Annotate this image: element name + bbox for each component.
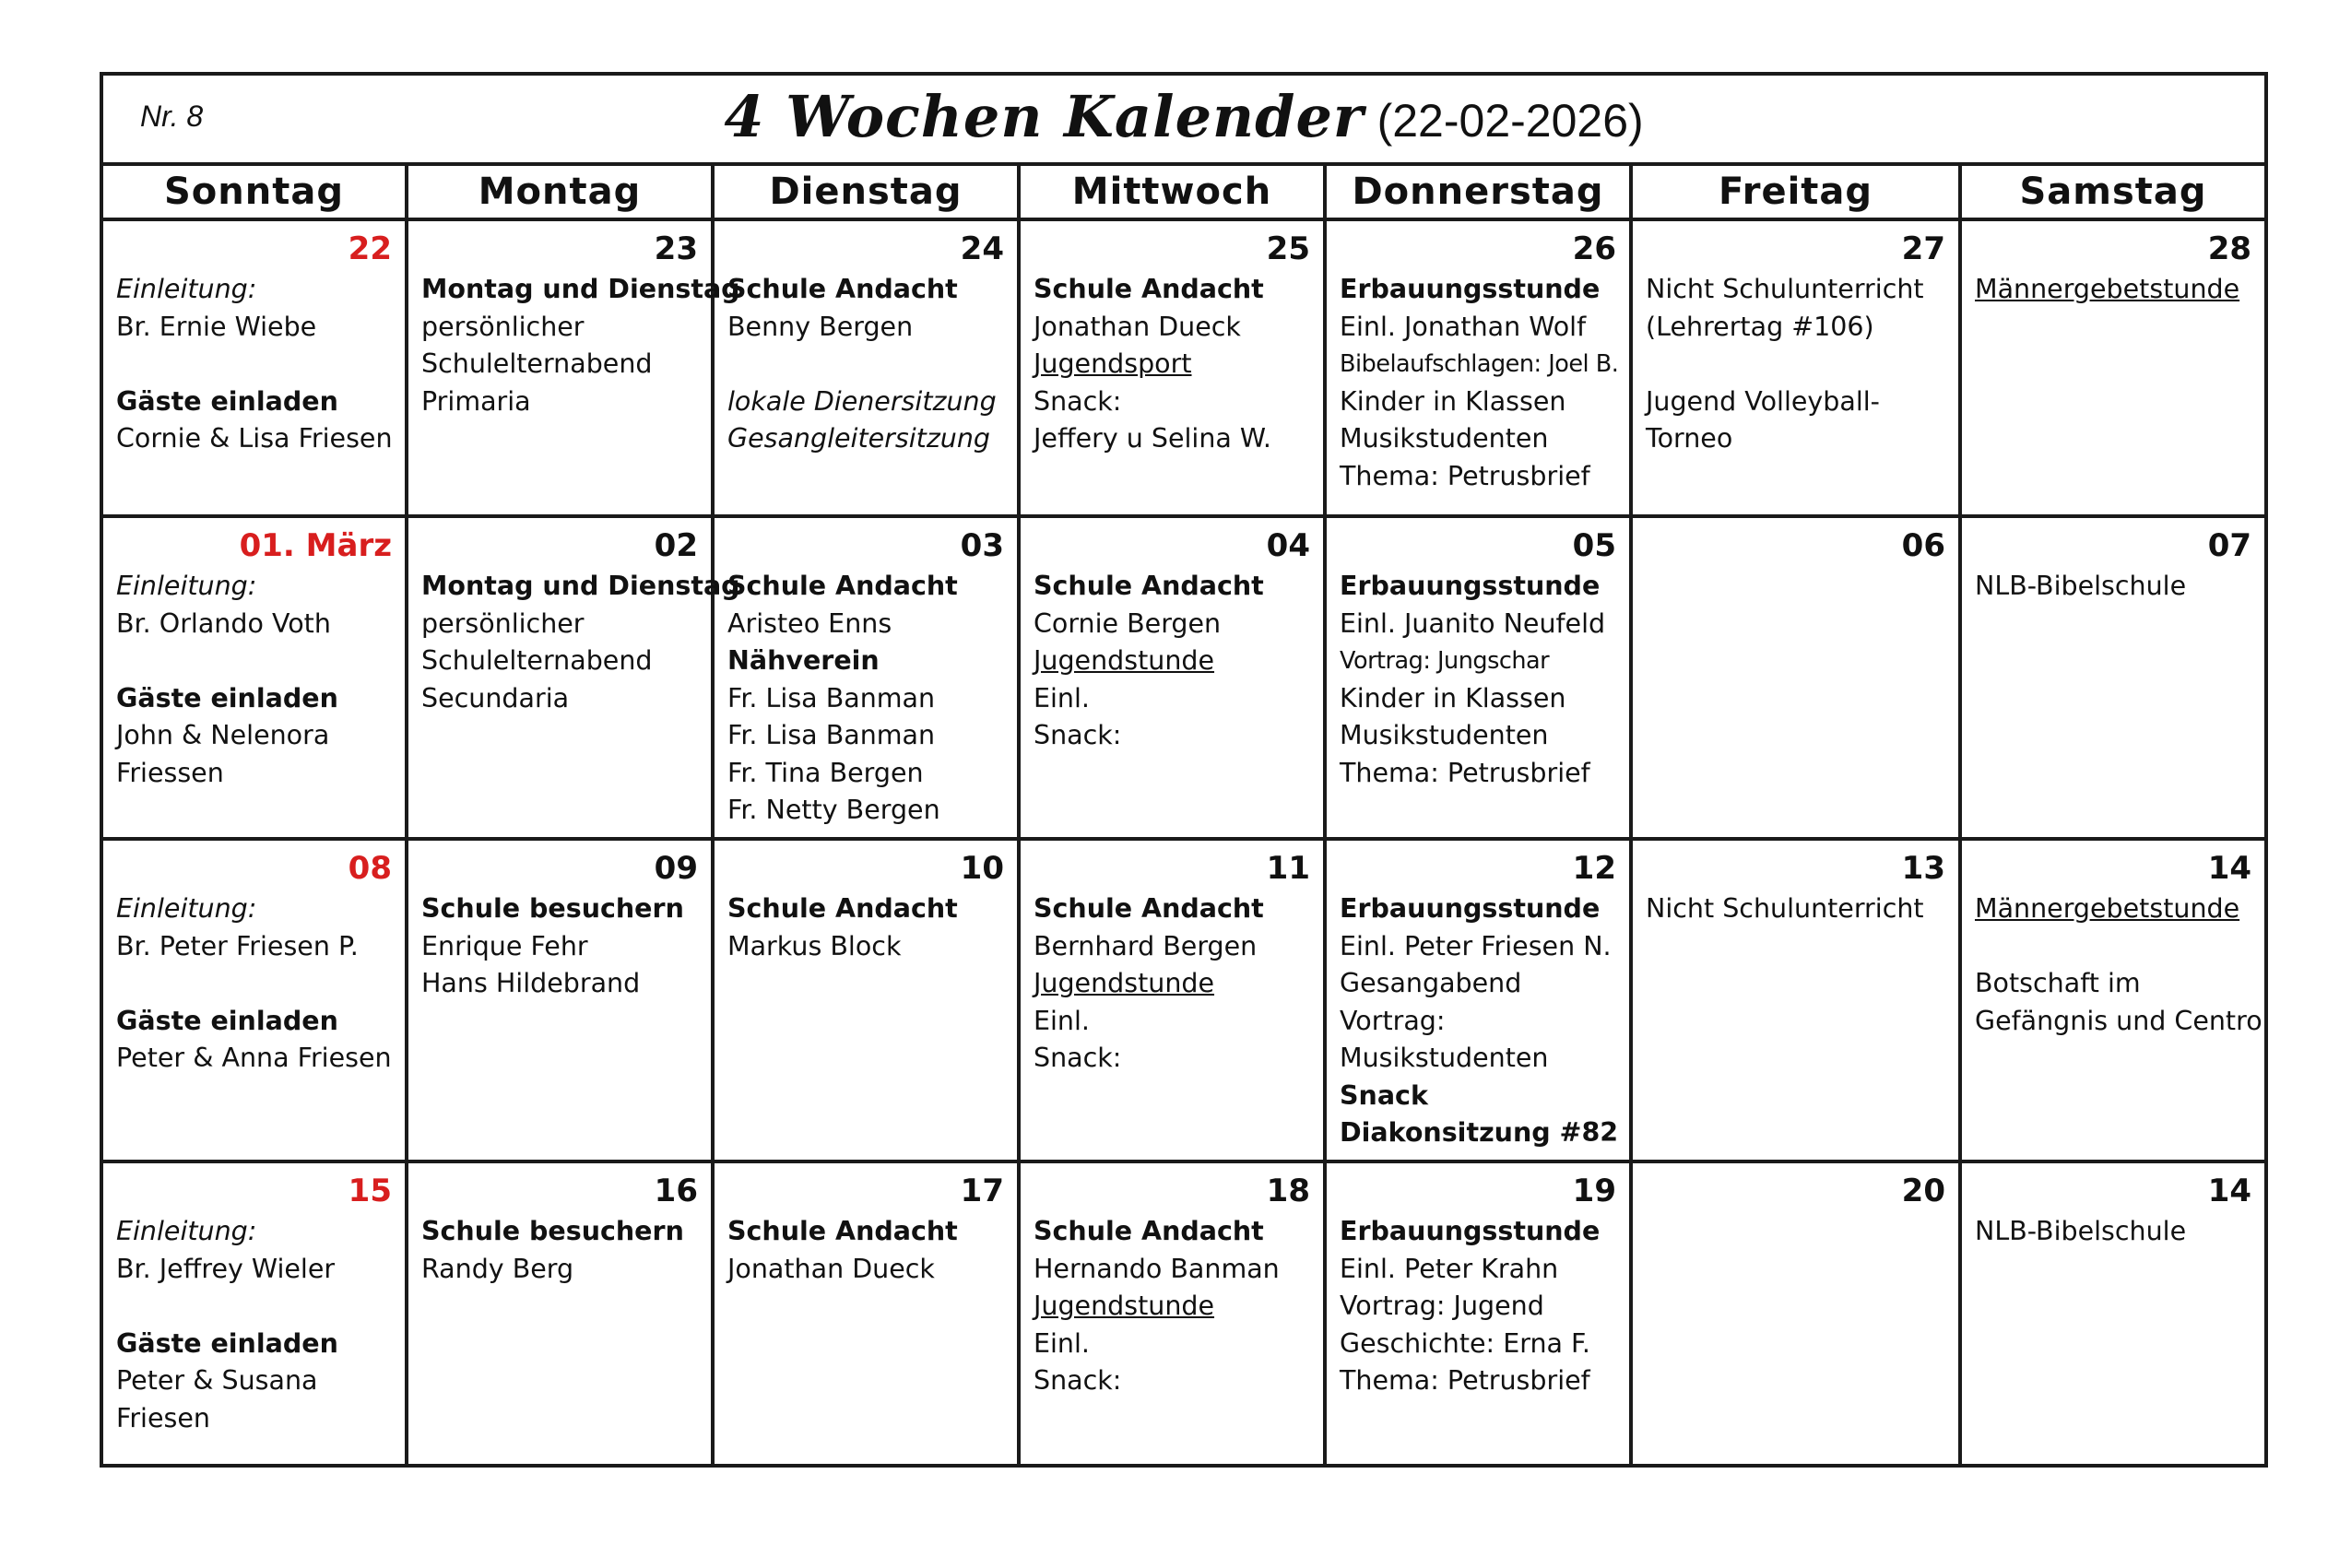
weekday-header-montag: Montag	[407, 164, 713, 219]
event-line	[116, 1288, 392, 1326]
day-number: 07	[2207, 527, 2252, 564]
title-text: 4 Wochen Kalender	[724, 83, 1365, 150]
event-line: NLB-Bibelschule	[1975, 571, 2187, 601]
week-row	[101, 219, 2266, 516]
event-line: Thema: Petrusbrief	[1340, 460, 1590, 491]
event-line: Einleitung:	[116, 893, 257, 924]
event-line: Gäste einladen	[116, 385, 338, 417]
day-number: 04	[1266, 527, 1310, 564]
event-line: Botschaft im	[1975, 968, 2141, 998]
day-cell	[101, 1161, 407, 1466]
event-line: persönlicher	[421, 607, 585, 639]
event-line: Einleitung:	[116, 1216, 257, 1246]
day-cell	[1960, 219, 2266, 516]
day-cell	[1325, 1161, 1631, 1466]
event-line: Enrique Fehr	[421, 930, 588, 961]
event-line: Thema: Petrusbrief	[1340, 1365, 1590, 1396]
day-number: 19	[1572, 1173, 1616, 1209]
event-line: Einl. Peter Krahn	[1340, 1253, 1559, 1284]
event-line: Gesangleitersitzung	[727, 423, 990, 454]
event-line: Männergebetstunde	[1975, 274, 2240, 304]
event-line: Musikstudenten	[1340, 423, 1549, 454]
event-line: Jugendsport	[1034, 348, 1192, 379]
event-line: (Lehrertag #106)	[1646, 311, 1874, 342]
event-line: Fr. Lisa Banman	[727, 682, 936, 713]
event-line: Schule besuchern	[421, 1216, 684, 1246]
event-line: Musikstudenten	[1340, 720, 1549, 750]
event-line: Snack:	[1034, 1043, 1122, 1073]
weekday-header-freitag: Freitag	[1631, 164, 1960, 219]
day-number: 09	[654, 850, 698, 887]
event-line: Männergebetstunde	[1975, 893, 2240, 924]
week-row	[101, 516, 2266, 839]
week-row	[101, 839, 2266, 1161]
event-line: Cornie Bergen	[1034, 607, 1222, 639]
event-line: Einleitung:	[116, 571, 257, 601]
event-line: Br. Jeffrey Wieler	[116, 1253, 336, 1284]
day-cell	[1325, 516, 1631, 839]
event-line: Vortrag: Jugend	[1340, 1291, 1544, 1321]
event-line: Aristeo Enns	[727, 607, 892, 639]
event-line: Fr. Netty Bergen	[727, 795, 940, 825]
day-cell	[1325, 839, 1631, 1161]
day-number: 20	[1901, 1173, 1945, 1209]
event-line	[1975, 928, 2251, 966]
day-number: 02	[654, 527, 698, 564]
day-cell	[1631, 839, 1960, 1161]
event-line: Peter & Susana	[116, 1365, 318, 1396]
day-cell	[1631, 1161, 1960, 1466]
weekday-header-mittwoch: Mittwoch	[1019, 164, 1325, 219]
event-line	[1646, 346, 1945, 383]
event-line: Jugend Volleyball-	[1646, 385, 1880, 417]
weekday-header-row	[101, 164, 2266, 219]
event-line: Nähverein	[727, 645, 880, 676]
event-line: Snack:	[1034, 720, 1122, 750]
event-line: Snack:	[1034, 385, 1122, 417]
day-cell	[407, 1161, 713, 1466]
day-number: 15	[348, 1173, 392, 1209]
event-line: Bibelaufschlagen: Joel B.	[1340, 350, 1619, 378]
week-row	[101, 1161, 2266, 1466]
event-line: Primaria	[421, 385, 531, 417]
event-line: Snack:	[1034, 1365, 1122, 1396]
event-line	[116, 643, 392, 680]
event-line: Gäste einladen	[116, 682, 338, 713]
event-line: Nicht Schulunterricht	[1646, 893, 1924, 924]
event-line: Montag und Dienstag	[421, 274, 740, 304]
title-date: (22-02-2026)	[1376, 95, 1644, 147]
day-number: 03	[960, 527, 1004, 564]
event-line: Schule Andacht	[727, 893, 958, 924]
event-line: Br. Orlando Voth	[116, 607, 331, 639]
day-number: 22	[348, 230, 392, 267]
day-number: 17	[960, 1173, 1004, 1209]
day-number: 16	[654, 1173, 698, 1209]
event-line: Torneo	[1646, 423, 1733, 454]
event-line: Markus Block	[727, 930, 902, 961]
event-line: Jugendstunde	[1034, 1291, 1215, 1321]
event-line: Gefängnis und Centro	[1975, 1005, 2262, 1036]
day-cell	[1019, 839, 1325, 1161]
event-line: Schulelternabend	[421, 645, 653, 676]
event-line: Kinder in Klassen	[1340, 385, 1566, 417]
event-line: Erbauungsstunde	[1340, 571, 1601, 601]
day-cell	[1019, 516, 1325, 839]
day-cell	[407, 839, 713, 1161]
issue-number: Nr. 8	[140, 100, 204, 133]
event-line: Musikstudenten	[1340, 1043, 1549, 1073]
event-line: Gäste einladen	[116, 1327, 338, 1359]
day-number: 24	[960, 230, 1004, 267]
event-line: Diakonsitzung #82	[1340, 1117, 1619, 1148]
day-number: 13	[1901, 850, 1945, 887]
event-line: Einl.	[1034, 1327, 1090, 1359]
day-number: 25	[1266, 230, 1310, 267]
event-line: Fr. Lisa Banman	[727, 720, 936, 750]
event-line	[727, 346, 1004, 383]
event-line: Randy Berg	[421, 1253, 574, 1284]
day-cell	[1960, 839, 2266, 1161]
day-cell	[407, 516, 740, 839]
event-line: Bernhard Bergen	[1034, 930, 1258, 961]
event-line: Friessen	[116, 757, 224, 788]
event-line: Schulelternabend	[421, 348, 653, 379]
weekday-header-samstag: Samstag	[1960, 164, 2266, 219]
day-number: 10	[960, 850, 1004, 887]
event-line: Vortrag: Jungschar	[1340, 647, 1550, 675]
day-number: 06	[1901, 527, 1945, 564]
day-cell	[1960, 1161, 2266, 1466]
day-number: 27	[1901, 230, 1945, 267]
event-line: lokale Dienersitzung	[727, 385, 997, 417]
weekday-header-dienstag: Dienstag	[713, 164, 1019, 219]
event-line: Schule besuchern	[421, 893, 684, 924]
event-line: Erbauungsstunde	[1340, 893, 1601, 924]
day-number: 08	[348, 850, 392, 887]
day-cell	[1631, 219, 1960, 516]
event-line: Jeffery u Selina W.	[1034, 423, 1271, 454]
event-line: Schule Andacht	[727, 571, 958, 601]
day-cell	[713, 839, 1019, 1161]
event-line: Fr. Tina Bergen	[727, 757, 924, 788]
day-number: 26	[1572, 230, 1616, 267]
event-line: Einleitung:	[116, 274, 257, 304]
event-line: Erbauungsstunde	[1340, 274, 1601, 304]
day-number: 18	[1266, 1173, 1310, 1209]
calendar-title	[103, 83, 2264, 150]
event-line: Br. Ernie Wiebe	[116, 311, 317, 342]
event-line: Schule Andacht	[1034, 893, 1264, 924]
event-line: Schule Andacht	[727, 1216, 958, 1246]
event-line: Schule Andacht	[1034, 274, 1264, 304]
event-line: Snack	[1340, 1079, 1428, 1111]
day-number: 14	[2207, 850, 2252, 887]
day-number: 05	[1572, 527, 1616, 564]
day-number: 23	[654, 230, 698, 267]
event-line: Einl.	[1034, 1005, 1090, 1036]
day-cell	[713, 219, 1019, 516]
event-line: persönlicher	[421, 311, 585, 342]
calendar-table	[100, 72, 2268, 1468]
event-line: Schule Andacht	[1034, 571, 1264, 601]
event-line: Gäste einladen	[116, 1005, 338, 1036]
weekday-header-sonntag: Sonntag	[101, 164, 407, 219]
event-line	[116, 965, 392, 1003]
event-line: Kinder in Klassen	[1340, 682, 1566, 713]
event-line: Jugendstunde	[1034, 968, 1215, 998]
event-line: Benny Bergen	[727, 311, 914, 342]
day-cell	[1019, 1161, 1325, 1466]
day-cell	[101, 219, 407, 516]
event-line: Geschichte: Erna F.	[1340, 1327, 1590, 1359]
day-number: 28	[2207, 230, 2252, 267]
day-cell	[101, 516, 407, 839]
day-cell	[101, 839, 407, 1161]
event-line: Einl. Juanito Neufeld	[1340, 607, 1606, 639]
event-line	[116, 346, 392, 383]
event-line: Thema: Petrusbrief	[1340, 757, 1590, 788]
day-cell	[713, 516, 1019, 839]
event-line: John & Nelenora	[116, 720, 330, 750]
event-line: Montag und Dienstag	[421, 571, 740, 601]
event-line: Jonathan Dueck	[1034, 311, 1241, 342]
day-number: 12	[1572, 850, 1616, 887]
event-line: Erbauungsstunde	[1340, 1216, 1601, 1246]
day-cell	[407, 219, 740, 516]
event-line: Einl. Jonathan Wolf	[1340, 311, 1587, 342]
event-line: Nicht Schulunterricht	[1646, 274, 1924, 304]
weekday-header-donnerstag: Donnerstag	[1325, 164, 1631, 219]
day-cell	[713, 1161, 1019, 1466]
event-line: Jonathan Dueck	[727, 1253, 935, 1284]
event-line: Einl.	[1034, 682, 1090, 713]
event-line: Peter & Anna Friesen	[116, 1043, 392, 1073]
event-line: Gesangabend	[1340, 968, 1522, 998]
event-line: NLB-Bibelschule	[1975, 1216, 2187, 1246]
event-line: Schule Andacht	[727, 274, 958, 304]
day-number: 01. März	[239, 527, 392, 564]
event-line: Cornie & Lisa Friesen	[116, 423, 393, 454]
day-number: 14	[2207, 1173, 2252, 1209]
event-line: Schule Andacht	[1034, 1216, 1264, 1246]
day-cell	[1325, 219, 1631, 516]
event-line: Jugendstunde	[1034, 645, 1215, 676]
event-line: Hernando Banman	[1034, 1253, 1280, 1284]
event-line: Friesen	[116, 1402, 210, 1433]
day-cell	[1960, 516, 2266, 839]
day-cell	[1019, 219, 1325, 516]
calendar-header	[101, 74, 2266, 164]
event-line: Vortrag:	[1340, 1005, 1446, 1036]
event-line: Br. Peter Friesen P.	[116, 930, 359, 961]
day-number: 11	[1266, 850, 1310, 887]
event-line: Einl. Peter Friesen N.	[1340, 930, 1612, 961]
event-line: Hans Hildebrand	[421, 968, 641, 998]
day-cell	[1631, 516, 1960, 839]
event-line: Secundaria	[421, 682, 570, 713]
